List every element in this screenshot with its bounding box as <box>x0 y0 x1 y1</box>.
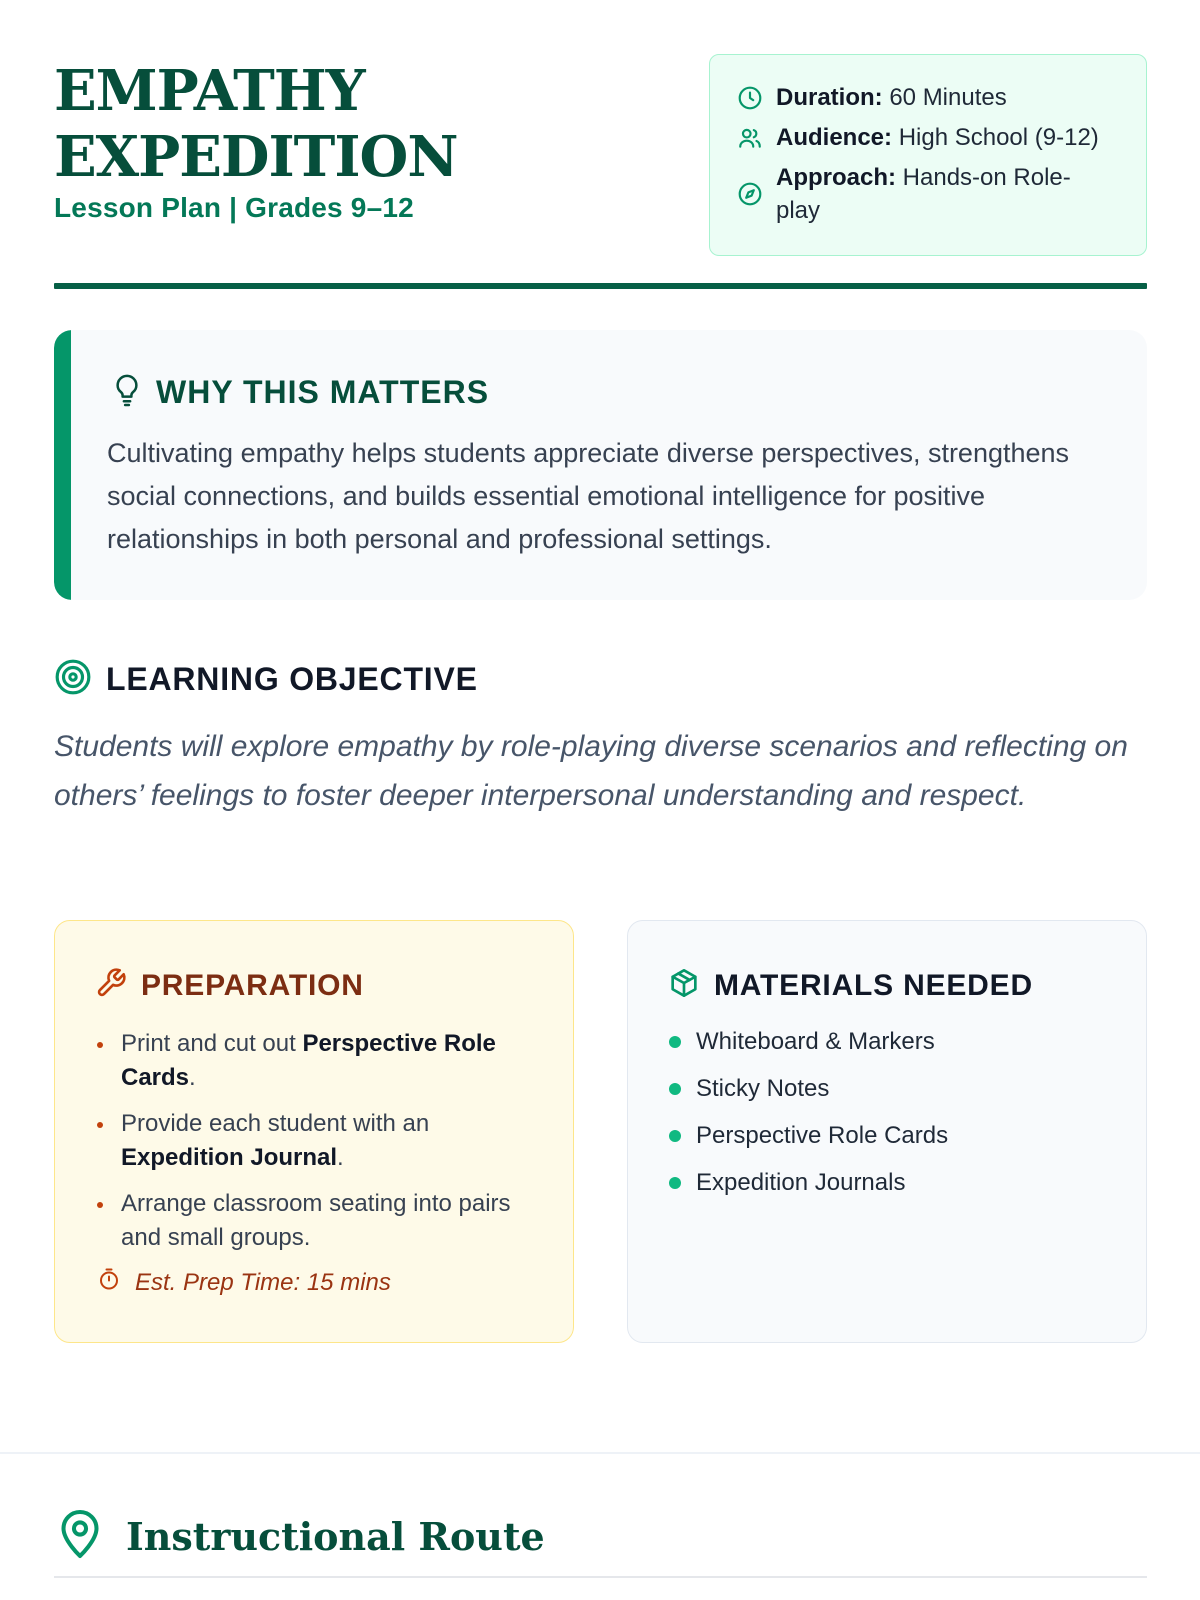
list-item: Arrange classroom seating into pairs and small groups. <box>95 1187 535 1255</box>
why-body: Cultivating empathy helps students appreciate diverse perspectives, strengthens social connections, and builds essential emotional intelligence for positive relationships in both personal and professional settings. <box>107 438 1070 554</box>
section-divider <box>0 1452 1200 1454</box>
materials-list <box>668 1025 948 1213</box>
route-underline <box>54 1576 1147 1578</box>
objective-heading: LEARNING OBJECTIVE <box>106 661 478 697</box>
preparation-list <box>95 1027 535 1267</box>
duration-value: 60 Minutes <box>889 84 1007 111</box>
meta-approach <box>736 161 1120 227</box>
page-subtitle: Lesson Plan | Grades 9–12 <box>54 192 414 223</box>
meta-duration <box>736 81 1120 115</box>
preparation-card <box>54 920 574 1343</box>
meta-audience <box>736 121 1120 155</box>
users-icon <box>736 121 764 155</box>
route-heading: Instructional Route <box>126 1514 545 1559</box>
lesson-meta-box <box>709 54 1147 256</box>
learning-objective-header <box>54 658 478 701</box>
objective-body: Students will explore empathy by role-playing diverse scenarios and reflecting on others’ feelings to foster deeper interpersonal understanding and respect. <box>54 730 1128 812</box>
list-item: Sticky Notes <box>668 1072 948 1106</box>
approach-value: Hands-on Role-play <box>776 164 1071 224</box>
audience-label: Audience: <box>776 124 893 151</box>
list-item: Perspective Role Cards <box>668 1119 948 1153</box>
timer-icon <box>97 1267 121 1298</box>
materials-heading: MATERIALS NEEDED <box>714 968 1033 1002</box>
why-heading: WHY THIS MATTERS <box>156 374 490 410</box>
instructional-route-header <box>58 1508 545 1565</box>
lightbulb-icon <box>112 372 142 413</box>
wrench-icon <box>95 967 127 1004</box>
list-item: Print and cut out Perspective Role Cards. <box>95 1027 535 1095</box>
map-pin-icon <box>58 1508 102 1565</box>
materials-card <box>627 920 1147 1343</box>
title-block <box>54 58 458 224</box>
clock-icon <box>736 81 764 115</box>
approach-label: Approach: <box>776 164 896 191</box>
duration-label: Duration: <box>776 84 883 111</box>
header-divider <box>54 283 1147 289</box>
header <box>54 54 1147 286</box>
target-icon <box>54 658 92 701</box>
page-title-line2: EXPEDITION <box>54 124 458 190</box>
page-title-line1: EMPATHY <box>54 58 365 124</box>
prep-time-text: Est. Prep Time: 15 mins <box>135 1268 391 1296</box>
audience-value: High School (9-12) <box>898 124 1099 151</box>
list-item: Provide each student with an Expedition Journal. <box>95 1107 535 1175</box>
callout-accent-bar <box>54 330 71 600</box>
preparation-heading: PREPARATION <box>141 968 364 1002</box>
list-item: Expedition Journals <box>668 1166 948 1200</box>
list-item: Whiteboard & Markers <box>668 1025 948 1059</box>
package-icon <box>668 967 700 1004</box>
prep-time <box>97 1267 391 1298</box>
why-this-matters-callout <box>54 330 1147 600</box>
compass-icon <box>736 177 764 211</box>
